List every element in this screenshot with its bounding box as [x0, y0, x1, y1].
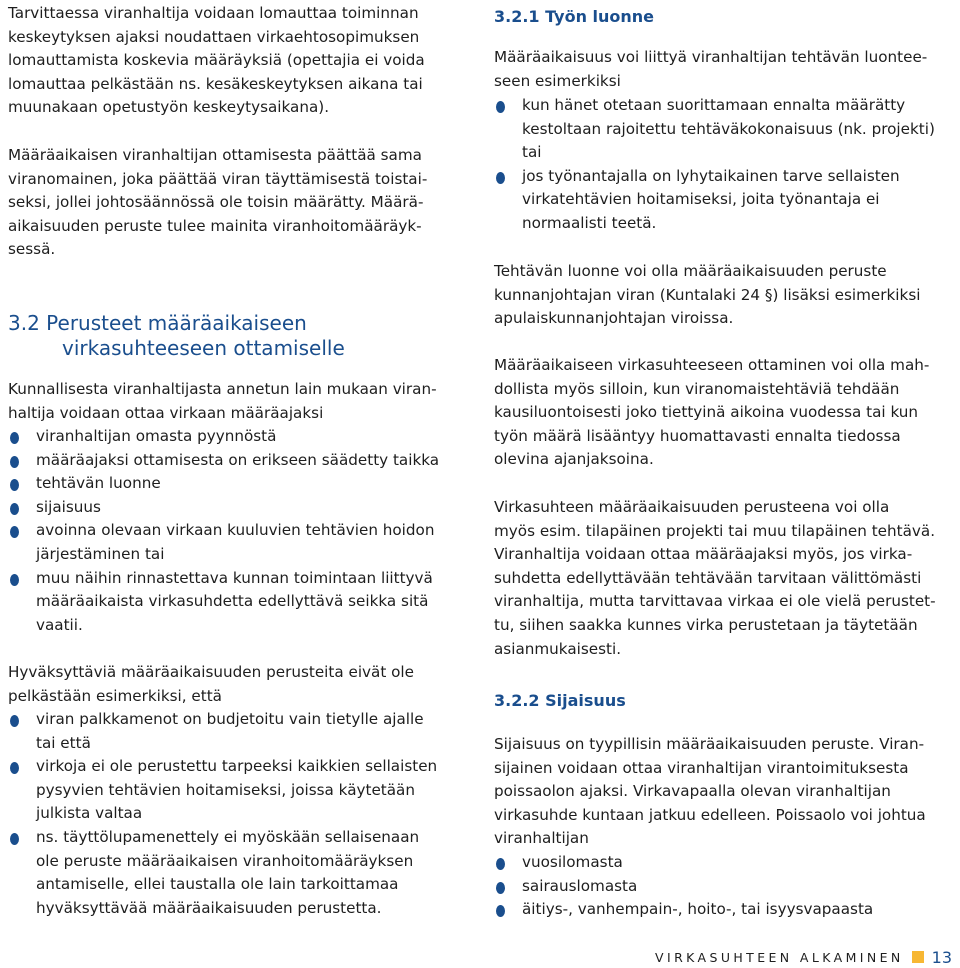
- text-line: virkasuhde kuntaan jatkuu edelleen. Poissaolo voi johtua: [494, 805, 926, 824]
- bullet-dot-icon: [496, 858, 505, 870]
- bullet-dot-icon: [10, 479, 19, 491]
- section-heading-line-2: virkasuhteeseen ottamiselle: [62, 336, 345, 360]
- bullet-dot-icon: [496, 882, 505, 894]
- nature-list: [494, 94, 954, 236]
- text-line: viranhaltijan: [494, 829, 589, 848]
- unacceptable-grounds-list: [8, 708, 464, 920]
- bullet-dot-icon: [496, 101, 505, 113]
- page-number: 13: [931, 947, 952, 967]
- bullet-dot-icon: [10, 432, 19, 444]
- municipal-manager-paragraph: [494, 260, 954, 331]
- text-line: Kunnallisesta viranhaltijasta annetun lain mukaan viran-: [8, 380, 437, 398]
- list-item: [8, 755, 464, 826]
- text-line: kausiluontoisesti joko tiettyinä aikoina vuodessa tai kun: [494, 403, 919, 422]
- text-line: muunakaan opetustyön keskeytysaikana).: [8, 98, 330, 117]
- list-item-line: virkoja ei ole perustettu tarpeeksi kaikkien sellaisten: [36, 757, 438, 776]
- list-item-line: muu näihin rinnastettava kunnan toimintaan liittyvä: [36, 568, 433, 587]
- text-line: haltija voidaan ottaa virkaan määräajaksi: [8, 403, 324, 422]
- unacceptable-grounds-paragraph: [8, 661, 464, 708]
- text-line: Viranhaltija voidaan ottaa määräajaksi myös, jos virka-: [494, 545, 913, 564]
- list-item: [494, 875, 954, 899]
- text-line: Virkasuhteen määräaikaisuuden perusteena voi olla: [494, 498, 890, 516]
- text-line: Sijaisuus on tyypillisin määräaikaisuuden peruste. Viran-: [494, 735, 925, 753]
- list-item-line: äitiys-, vanhempain-, hoito-, tai isyysvapaasta: [522, 900, 874, 919]
- text-line: suhdetta edellyttävään tehtävään tarvitaan välittömästi: [494, 568, 922, 587]
- text-line: viranomainen, joka päättää viran täyttämisestä toistai-: [8, 169, 428, 188]
- text-line: keskeytyksen ajaksi noudattaen virkaehtosopimuksen: [8, 27, 420, 46]
- nature-intro-paragraph: [494, 46, 954, 93]
- text-line: myös esim. tilapäinen projekti tai muu tilapäinen tehtävä.: [494, 521, 936, 540]
- substitution-paragraph: [494, 733, 954, 851]
- list-item: [8, 567, 464, 638]
- list-item-line: viran palkkamenot on budjetoitu vain tietylle ajalle: [36, 710, 424, 728]
- section-heading-line-1: 3.2 Perusteet määräaikaiseen: [8, 311, 307, 335]
- text-line: pelkästään esimerkiksi, että: [8, 686, 222, 705]
- law-paragraph: [8, 378, 464, 425]
- list-item-line: pysyvien tehtävien hoitamiseksi, joissa käytetään: [36, 780, 415, 799]
- list-item-line: normaalisti teetä.: [522, 213, 657, 232]
- heading-3-2-2: 3.2.2 Sijaisuus: [494, 691, 626, 710]
- text-line: apulaiskunnanjohtajan viroissa.: [494, 309, 734, 328]
- text-line: asianmukaisesti.: [494, 639, 622, 658]
- list-item: [8, 425, 464, 449]
- list-item-line: tai että: [36, 733, 91, 752]
- list-item-line: vaatii.: [36, 615, 83, 634]
- list-item-line: määräaikaista virkasuhdetta edellyttävä seikka sitä: [36, 592, 429, 611]
- text-line: dollista myös silloin, kun viranomaistehtäviä tehdään: [494, 379, 900, 398]
- bullet-dot-icon: [496, 172, 505, 184]
- list-item-line: ns. täyttölupamenettely ei myöskään sellaisenaan: [36, 827, 420, 846]
- list-item: [8, 519, 464, 566]
- text-line: seen esimerkiksi: [494, 71, 621, 90]
- text-line: sijainen voidaan ottaa viranhaltijan virantoimituksesta: [494, 758, 909, 777]
- list-item: [494, 165, 954, 236]
- bullet-dot-icon: [10, 526, 19, 538]
- appointment-paragraph: [8, 144, 464, 262]
- text-line: työn määrä lisääntyy huomattavasti ennalta tiedossa: [494, 426, 901, 445]
- list-item-line: antamiselle, ellei taustalla ole lain tarkoittamaa: [36, 875, 399, 894]
- list-item-line: sairauslomasta: [522, 876, 638, 895]
- list-item: [494, 898, 954, 922]
- heading-3-2-1: 3.2.1 Työn luonne: [494, 7, 655, 26]
- text-line: seksi, jollei johtosäännössä ole toisin määrätty. Määrä-: [8, 193, 424, 212]
- text-line: Määräaikaisen viranhaltijan ottamisesta päättää sama: [8, 146, 422, 164]
- bullet-dot-icon: [10, 574, 19, 586]
- text-line: Hyväksyttäviä määräaikaisuuden perusteita eivät ole: [8, 663, 414, 681]
- grounds-list: [8, 425, 464, 637]
- intro-paragraph: [8, 2, 464, 120]
- list-item-line: virkatehtävien hoitamiseksi, joita työnantaja ei: [522, 190, 880, 209]
- running-title: VIRKASUHTEEN ALKAMINEN: [655, 949, 904, 965]
- list-item: [8, 708, 464, 755]
- text-line: tu, siihen saakka kunnes virka perustetaan ja täytetään: [494, 615, 918, 634]
- page-footer: [655, 947, 952, 967]
- text-line: Määräaikaiseen virkasuhteeseen ottaminen voi olla mah-: [494, 356, 930, 374]
- text-line: poissaolon ajaksi. Virkavapaalla olevan viranhaltijan: [494, 782, 891, 801]
- list-item-line: tehtävän luonne: [36, 474, 161, 493]
- list-item-line: kestoltaan rajoitettu tehtäväkokonaisuus (nk. projekti): [522, 119, 935, 138]
- list-item-line: järjestäminen tai: [36, 544, 165, 563]
- bullet-dot-icon: [10, 456, 19, 468]
- bullet-dot-icon: [496, 905, 505, 917]
- list-item: [8, 826, 464, 920]
- list-item-line: julkista valtaa: [36, 804, 143, 823]
- list-item-line: kun hänet otetaan suorittamaan ennalta määrätty: [522, 96, 906, 114]
- list-item-line: viranhaltijan omasta pyynnöstä: [36, 427, 277, 445]
- list-item-line: ole peruste määräaikaisen viranhoitomääräyksen: [36, 851, 414, 870]
- text-line: olevina ajanjaksoina.: [494, 450, 654, 469]
- text-line: Tarvittaessa viranhaltija voidaan lomauttaa toiminnan: [8, 4, 419, 22]
- list-item: [494, 94, 954, 165]
- list-item: [8, 496, 464, 520]
- text-line: kunnanjohtajan viran (Kuntalaki 24 §) lisäksi esimerkiksi: [494, 285, 921, 304]
- list-item-line: sijaisuus: [36, 497, 101, 516]
- text-line: viranhaltija, mutta tarvittavaa virkaa ei ole vielä perustet-: [494, 592, 936, 611]
- list-item-line: tai: [522, 143, 542, 162]
- footer-square-mark: [912, 951, 924, 963]
- text-line: lomauttamista koskevia määräyksiä (opettajia ei voida: [8, 51, 425, 70]
- absence-reasons-list: [494, 851, 954, 922]
- list-item: [8, 449, 464, 473]
- list-item: [494, 851, 954, 875]
- list-item-line: hyväksyttävää määräaikaisuuden perustetta.: [36, 898, 382, 917]
- list-item-line: jos työnantajalla on lyhytaikainen tarve sellaisten: [522, 166, 900, 185]
- text-line: sessä.: [8, 240, 56, 259]
- temporary-project-paragraph: [494, 496, 954, 661]
- text-line: Määräaikaisuus voi liittyä viranhaltijan tehtävän luontee-: [494, 48, 928, 66]
- seasonal-paragraph: [494, 354, 954, 472]
- section-heading-3-2: [8, 311, 345, 361]
- text-line: Tehtävän luonne voi olla määräaikaisuuden peruste: [494, 262, 887, 280]
- text-line: lomauttaa pelkästään ns. kesäkeskeytyksen aikana tai: [8, 74, 423, 93]
- bullet-dot-icon: [10, 833, 19, 845]
- bullet-dot-icon: [10, 503, 19, 515]
- list-item: [8, 472, 464, 496]
- list-item-line: määräajaksi ottamisesta on erikseen säädetty taikka: [36, 450, 440, 469]
- bullet-dot-icon: [10, 762, 19, 774]
- list-item-line: avoinna olevaan virkaan kuuluvien tehtävien hoidon: [36, 521, 435, 540]
- list-item-line: vuosilomasta: [522, 853, 623, 871]
- text-line: aikaisuuden peruste tulee mainita viranhoitomääräyk-: [8, 216, 422, 235]
- bullet-dot-icon: [10, 715, 19, 727]
